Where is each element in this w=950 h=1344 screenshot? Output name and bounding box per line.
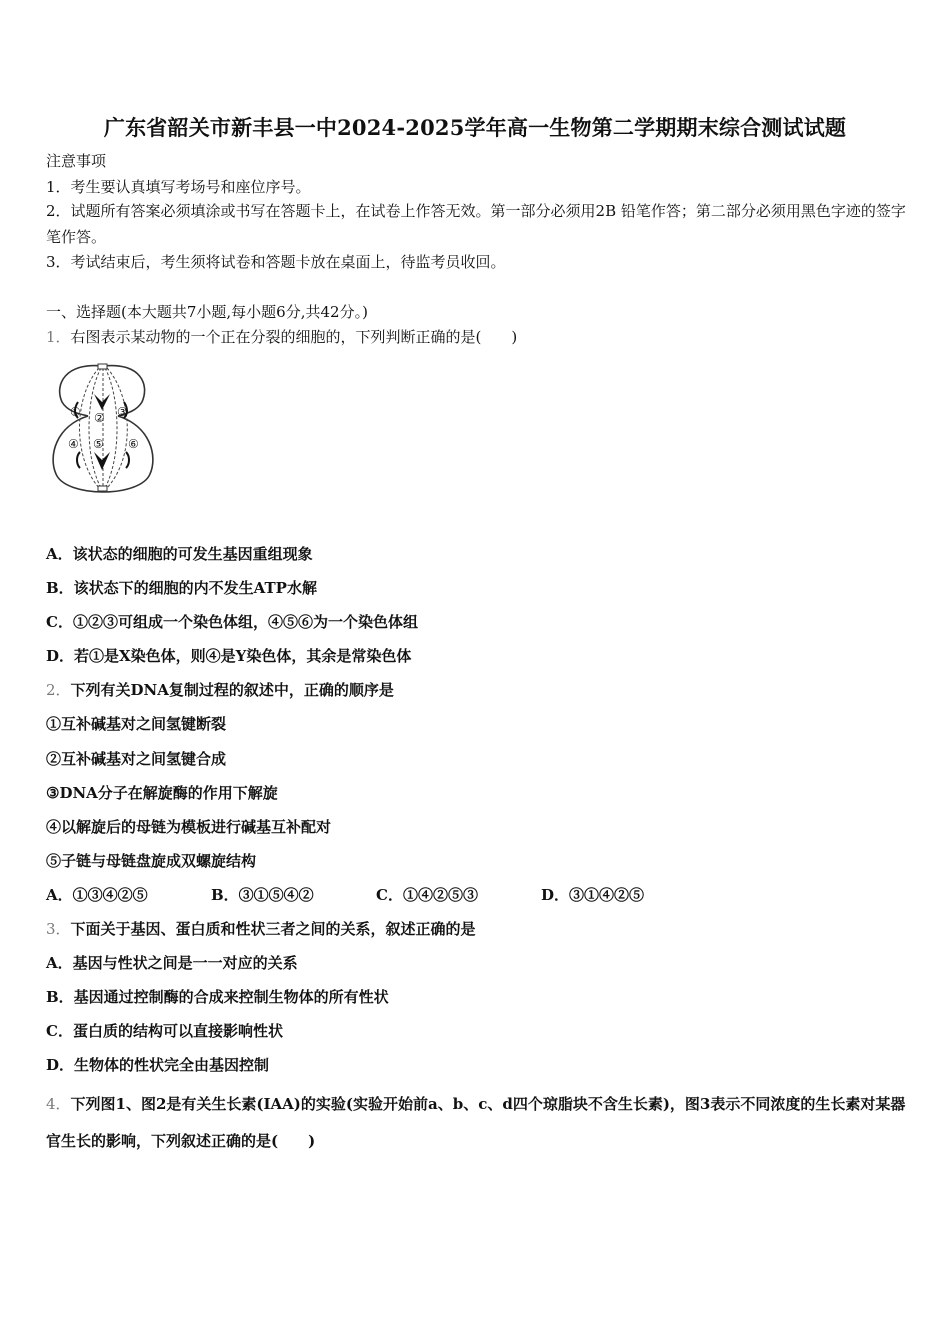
chromosome-4 [77, 452, 80, 468]
cell-division-figure [44, 356, 162, 506]
question-stem: 下列图1、图2是有关生长素(IAA)的实验(实验开始前a、b、c、d四个琼脂块不含生长素)，图3表示不同浓度的生长素对某器官生长的影响，下列叙述正确的是( ) [46, 1095, 906, 1150]
q2-option-b: B．③①⑤④② [211, 886, 314, 904]
question-1 [46, 328, 517, 346]
spindle-fibers [79, 368, 127, 488]
figure-label-5: ⑤ [93, 437, 104, 451]
question-stem: 下面关于基因、蛋白质和性状三者之间的关系，叙述正确的是 [70, 920, 476, 938]
q2-option-c: C．①④②⑤③ [376, 886, 478, 904]
chromosome-5 [94, 452, 110, 470]
q2-option-a: A．①③④②⑤ [46, 886, 148, 904]
q2-step-4: ④以解旋后的母链为模板进行碱基互补配对 [46, 818, 332, 836]
q3-option-c: C．蛋白质的结构可以直接影响性状 [46, 1022, 283, 1040]
question-stem: 下列有关DNA复制过程的叙述中，正确的顺序是 [70, 681, 394, 699]
q3-option-a: A．基因与性状之间是一一对应的关系 [46, 954, 298, 972]
q1-option-a: A．该状态的细胞的可发生基因重组现象 [46, 545, 313, 563]
q2-option-d: D．③①④②⑤ [541, 886, 645, 904]
q2-step-5: ⑤子链与母链盘旋成双螺旋结构 [46, 852, 257, 870]
chromosome-6 [126, 452, 129, 468]
q2-step-3: ③DNA分子在解旋酶的作用下解旋 [46, 784, 278, 802]
chromosome-2 [94, 394, 110, 410]
question-stem: 右图表示某动物的一个正在分裂的细胞的，下列判断正确的是( ) [70, 328, 518, 346]
figure-label-2: ② [94, 411, 105, 425]
question-number: 2． [46, 681, 71, 699]
q3-option-b: B．基因通过控制酶的合成来控制生物体的所有性状 [46, 988, 389, 1006]
centrosome-top [98, 364, 107, 369]
page-title: 广东省韶关市新丰县一中2024-2025学年高一生物第二学期期末综合测试试题 [103, 115, 847, 140]
question-4 [46, 1086, 908, 1160]
notice-heading: 注意事项 [46, 152, 107, 170]
notice-item-3: 3．考试结束后，考生须将试卷和答题卡放在桌面上，待监考员收回。 [46, 253, 506, 271]
notice-item-1: 1．考生要认真填写考场号和座位序号。 [46, 178, 311, 196]
figure-label-6: ⑥ [128, 437, 139, 451]
q1-option-b: B．该状态下的细胞的内不发生ATP水解 [46, 579, 317, 597]
figure-label-1: ① [70, 405, 81, 419]
q1-option-c: C．①②③可组成一个染色体组，④⑤⑥为一个染色体组 [46, 613, 418, 631]
figure-label-3: ③ [117, 405, 128, 419]
q2-step-1: ①互补碱基对之间氢键断裂 [46, 715, 227, 733]
section-heading: 一、选择题(本大题共7小题,每小题6分,共42分。) [46, 303, 368, 321]
figure-label-4: ④ [68, 437, 79, 451]
centrosome-bottom [98, 486, 107, 491]
question-number: 4． [46, 1095, 71, 1113]
q3-option-d: D．生物体的性状完全由基因控制 [46, 1056, 270, 1074]
q2-options-row [46, 886, 644, 904]
question-2 [46, 681, 394, 699]
q2-step-2: ②互补碱基对之间氢键合成 [46, 750, 227, 768]
question-number: 3． [46, 920, 71, 938]
question-number: 1． [46, 328, 71, 346]
question-3 [46, 920, 476, 938]
notice-item-2: 2．试题所有答案必须填涂或书写在答题卡上，在试卷上作答无效。第一部分必须用2B 铅笔作答；第二部分必须用黑色字迹的签字笔作答。 [46, 202, 906, 246]
q1-option-d: D．若①是X染色体，则④是Y染色体，其余是常染色体 [46, 647, 412, 665]
